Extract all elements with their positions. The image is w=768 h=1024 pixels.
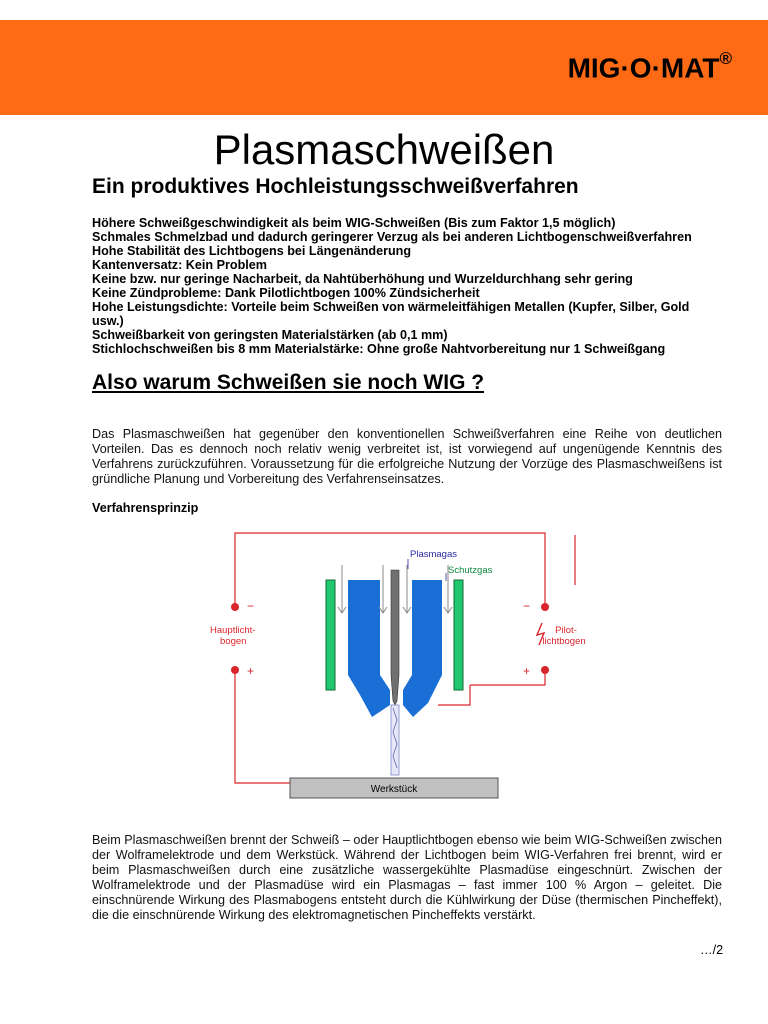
list-item: Keine Zündprobleme: Dank Pilotlichtbogen 100% Zündsicherheit (92, 286, 480, 300)
schutzgas-label: Schutzgas (448, 565, 493, 576)
plasmagas-label: Plasmagas (410, 549, 457, 560)
process-diagram (180, 525, 586, 805)
circuit-wires (235, 533, 575, 783)
label-leaders (408, 559, 446, 581)
list-item: Hohe Leistungsdichte: Vorteile beim Schweißen von wärmeleitfähigen Metallen (Kupfer, Silber, Gold usw.) (92, 300, 690, 328)
hauptlichtbogen-label-1: Hauptlicht- (210, 625, 256, 636)
list-item: Hohe Stabilität des Lichtbogens bei Längenänderung (92, 244, 412, 258)
list-item: Schweißbarkeit von geringsten Materialstärken (ab 0,1 mm) (92, 328, 448, 342)
werkstueck-label: Werkstück (370, 784, 418, 795)
minus-left: − (247, 599, 255, 613)
list-item: Keine bzw. nur geringe Nacharbeit, da Nahtüberhöhung und Wurzeldurchhang sehr gering (92, 272, 633, 286)
process-paragraph: Beim Plasmaschweißen brennt der Schweiß – oder Hauptlichtbogen ebenso wie beim WIG-Schweißen zwischen der Wolframelektrode und dem Werkstück. Während der Lichtbogen beim WIG-Verfahren frei brennt, wird er beim Plasmaschweißen durch eine zusätzliche wassergekühlte Plasmadüse eingeschnürt. Zwischen der Wolframelektrode und der Plasmadüse wird ein Plasmagas – fast immer 100 % Argon – geleitet. Die einschnürende Wirkung des Plasmabogens entsteht durch die Kühlwirkung der Düse (thermischen Pincheffekt), die die einschnürende Wirkung des elektromagnetischen Pincheffekts verstärkt. (92, 833, 722, 922)
list-item: Stichlochschweißen bis 8 mm Materialstärke: Ohne große Nahtvorbereitung nur 1 Schweißgang (92, 342, 666, 356)
hauptlichtbogen-label-2: bogen (220, 636, 247, 647)
intro-paragraph: Das Plasmaschweißen hat gegenüber den konventionellen Schweißverfahren eine Reihe von deutlichen Vorteilen. Das es dennoch noch relativ wenig verbreitet ist, ist vorwiegend auf ungenügende Kenntnis des Verfahrens zurückzuführen. Voraussetzung für die erfolgreiche Nutzung der Vorzüge des Plasmaschweißens ist gründliche Planung und Vorbereitung des Verfahrenseinsatzes. (92, 427, 722, 486)
advantages-list (92, 216, 692, 356)
header-bar (0, 20, 768, 115)
shield-nozzle-right (454, 580, 463, 690)
page-title: Plasmaschweißen (213, 126, 555, 173)
list-item: Höhere Schweißgeschwindigkeit als beim WIG-Schweißen (Bis zum Faktor 1,5 möglich) (92, 216, 616, 230)
list-item: Schmales Schmelzbad und dadurch geringerer Verzug als bei anderen Lichtbogenschweißverfahren (92, 230, 692, 244)
terminal-dots (231, 603, 549, 674)
plus-left: + (247, 664, 255, 678)
registered-mark: ® (719, 49, 732, 68)
brand-logo: MIG·O·MAT® (567, 49, 732, 84)
minus-right: − (523, 599, 531, 613)
tungsten-electrode (391, 570, 399, 705)
shield-nozzle-left (326, 580, 335, 690)
section-heading: Also warum Schweißen sie noch WIG ? (92, 371, 485, 394)
diagram-title: Verfahrensprinzip (92, 501, 199, 515)
plasma-arc (391, 705, 399, 775)
plus-right: + (523, 664, 531, 678)
pilotlichtbogen-label-2: lichtbogen (542, 636, 586, 647)
list-item: Kantenversatz: Kein Problem (92, 258, 267, 272)
page-subtitle: Ein produktives Hochleistungsschweißverfahren (92, 175, 579, 198)
pilotlichtbogen-label-1: Pilot- (555, 625, 577, 636)
page-reference: …/2 (700, 943, 724, 957)
